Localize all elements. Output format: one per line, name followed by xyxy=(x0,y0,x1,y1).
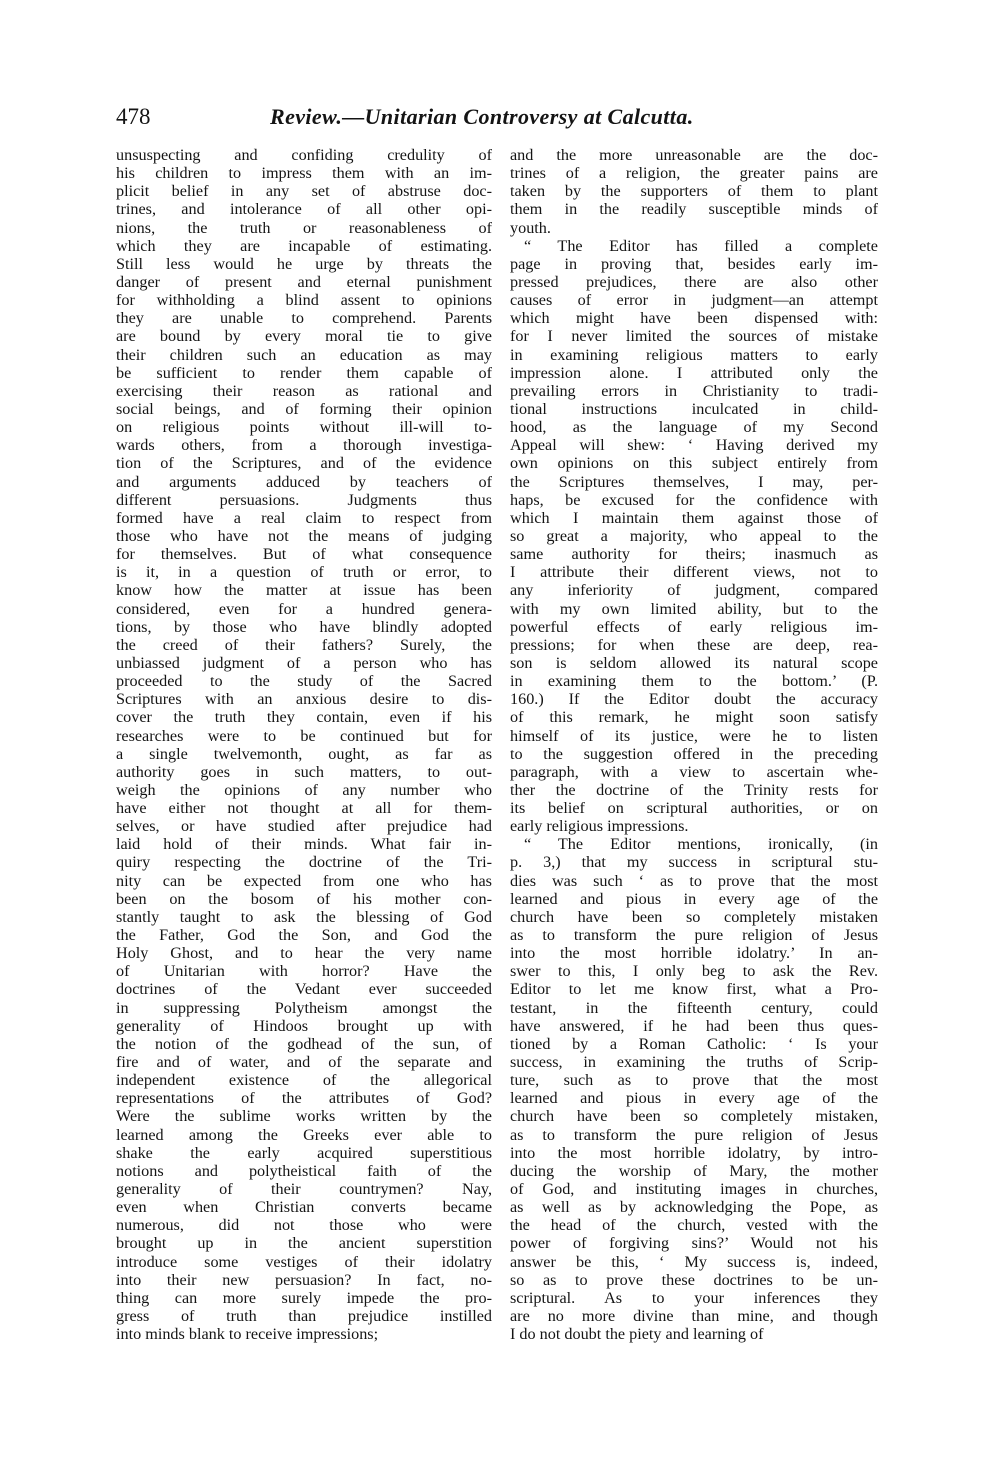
text-line: the notion of the godhead of the sun, of xyxy=(116,1034,492,1053)
text-line: generality of Hindoos brought up with xyxy=(116,1016,492,1035)
text-line: introduce some vestiges of their idolatry xyxy=(116,1252,492,1271)
text-line: the Father, God the Son, and God the xyxy=(116,926,492,945)
text-line: different persuasions. Judgments thus xyxy=(116,490,492,509)
text-line: impression alone. I attributed only the xyxy=(510,363,878,382)
text-line: for themselves. But of what consequence xyxy=(116,545,492,564)
text-line: ducing the worship of Mary, the mother xyxy=(510,1161,878,1180)
text-line: the creed of their fathers? Surely, the xyxy=(116,635,492,654)
text-line: its belief on scriptural authorities, or on xyxy=(510,799,878,818)
text-line: unsuspecting and confiding credulity of xyxy=(116,146,492,164)
running-head: Review.—Unitarian Controversy at Calcutta. xyxy=(270,104,694,129)
text-line: tioned by a Roman Catholic: ‘ Is your xyxy=(510,1034,878,1053)
text-line: learned and pious in every age of the xyxy=(510,889,878,908)
text-line: representations of the attributes of God? xyxy=(116,1089,492,1108)
text-line: haps, be excused for the confidence with xyxy=(510,490,878,509)
text-line: as to transform the pure religion of Jesus xyxy=(510,1125,878,1144)
text-line: social beings, and of forming their opinion xyxy=(116,399,492,418)
text-line: danger of present and eternal punishment xyxy=(116,272,492,291)
text-line: weigh the opinions of any number who xyxy=(116,780,492,799)
text-line: for I never limited the sources of mistake xyxy=(510,327,878,346)
text-line: generality of their countrymen? Nay, xyxy=(116,1180,492,1199)
text-line: of Unitarian with horror? Have the xyxy=(116,962,492,981)
text-line: researches were to be continued but for xyxy=(116,726,492,745)
text-line: for withholding a blind assent to opinions xyxy=(116,291,492,310)
text-line: same authority for theirs; inasmuch as xyxy=(510,545,878,564)
left-column xyxy=(116,146,492,1343)
text-line: page in proving that, besides early im- xyxy=(510,254,878,273)
text-line: of God, and instituting images in churches, xyxy=(510,1180,878,1199)
text-line: to the suggestion offered in the preceding xyxy=(510,744,878,763)
text-line: are no more divine than mine, and though xyxy=(510,1307,878,1325)
text-line: 160.) If the Editor doubt the accuracy xyxy=(510,690,878,709)
text-line: hood, as the language of my Second xyxy=(510,418,878,437)
text-line: wards others, from a thorough investiga- xyxy=(116,436,492,455)
text-line: authority goes in such matters, to out- xyxy=(116,762,492,781)
text-line: they are unable to comprehend. Parents xyxy=(116,309,492,328)
text-line: Still less would he urge by threats the xyxy=(116,254,492,273)
text-line: early religious impressions. xyxy=(510,817,689,836)
text-line: a single twelvemonth, ought, as far as xyxy=(116,744,492,763)
text-line: ture, such as to prove that the most xyxy=(510,1071,878,1090)
text-line: gress of truth than prejudice instilled xyxy=(116,1307,492,1325)
text-line: ther the doctrine of the Trinity rests for xyxy=(510,780,878,799)
text-line: those who have not the means of judging xyxy=(116,526,492,545)
text-line: on religious points without ill-will to- xyxy=(116,418,492,437)
text-line: exercising their reason as rational and xyxy=(116,381,492,400)
text-line: which they are incapable of estimating. xyxy=(116,236,492,255)
text-line: shake the early acquired superstitious xyxy=(116,1143,492,1162)
text-line: considered, even for a hundred genera- xyxy=(116,599,492,618)
text-line: proceeded to the study of the Sacred xyxy=(116,672,492,691)
text-line: I attribute their different views, not to xyxy=(510,563,878,582)
text-line: formed have a real claim to respect from xyxy=(116,508,492,527)
text-line: youth. xyxy=(510,218,551,237)
text-line: tional instructions inculcated in child- xyxy=(510,399,878,418)
text-line: numerous, did not those who were xyxy=(116,1216,492,1235)
text-line: Editor to let me know first, what a Pro- xyxy=(510,980,878,999)
text-line: trines of a religion, the greater pains are xyxy=(510,164,878,183)
text-line: in examining religious matters to early xyxy=(510,345,878,364)
text-line: plicit belief in any set of abstruse doc- xyxy=(116,182,492,201)
text-line: into their new persuasion? In fact, no- xyxy=(116,1270,492,1289)
text-line: the Scriptures themselves, I may, per- xyxy=(510,472,878,491)
text-line: paragraph, with a view to ascertain whe- xyxy=(510,762,878,781)
text-line: even when Christian converts became xyxy=(116,1198,492,1217)
text-line: of this remark, he might soon satisfy xyxy=(510,708,878,727)
text-line: their children such an education as may xyxy=(116,345,492,364)
text-line: prevailing errors in Christianity to tradi- xyxy=(510,381,878,400)
text-line: causes of error in judgment—an attempt xyxy=(510,291,878,310)
text-line: are bound by every moral tie to give xyxy=(116,327,492,346)
text-line: dies was such ‘ as to prove that the most xyxy=(510,871,878,890)
text-line: nions, the truth or reasonableness of xyxy=(116,218,492,237)
text-line: Were the sublime works written by the xyxy=(116,1107,492,1126)
text-line: in suppressing Polytheism amongst the xyxy=(116,998,492,1017)
text-line: brought up in the ancient superstition xyxy=(116,1234,492,1253)
text-line: Scriptures with an anxious desire to dis- xyxy=(116,690,492,709)
text-line: learned and pious in every age of the xyxy=(510,1089,878,1108)
text-line: laid hold of their minds. What fair in- xyxy=(116,835,492,854)
text-line: “ The Editor has filled a complete xyxy=(524,236,878,255)
text-line: so as to prove these doctrines to be un- xyxy=(510,1270,878,1289)
text-line: as well as by acknowledging the Pope, as xyxy=(510,1198,878,1217)
text-line: testant, in the fifteenth century, could xyxy=(510,998,878,1017)
text-line: and the more unreasonable are the doc- xyxy=(510,146,878,164)
text-line: tion of the Scriptures, and of the evidence xyxy=(116,454,492,473)
text-line: nity can be expected from one who has xyxy=(116,871,492,890)
text-line: church have been so completely mistaken, xyxy=(510,1107,878,1126)
text-line: is it, in a question of truth or error, to xyxy=(116,563,492,582)
text-line: Appeal will shew: ‘ Having derived my xyxy=(510,436,878,455)
text-line: into the most horrible idolatry, by intro- xyxy=(510,1143,878,1162)
text-line: his children to impress them with an im- xyxy=(116,164,492,183)
text-line: know how the matter at issue has been xyxy=(116,581,492,600)
text-line: so great a majority, who appeal to the xyxy=(510,526,878,545)
text-line: with my own limited ability, but to the xyxy=(510,599,878,618)
text-line: them in the readily susceptible minds of xyxy=(510,200,878,219)
page-header xyxy=(116,104,876,134)
text-line: learned among the Greeks ever able to xyxy=(116,1125,492,1144)
text-line: taken by the supporters of them to plant xyxy=(510,182,878,201)
text-line: selves, or have studied after prejudice had xyxy=(116,817,492,836)
text-line: tions, by those who have blindly adopted xyxy=(116,617,492,636)
text-line: scriptural. As to your inferences they xyxy=(510,1288,878,1307)
text-line: answer be this, ‘ My success is, indeed, xyxy=(510,1252,878,1271)
text-line: I do not doubt the piety and learning of xyxy=(510,1325,764,1344)
text-line: into minds blank to receive impressions; xyxy=(116,1325,379,1344)
text-line: been on the bosom of his mother con- xyxy=(116,889,492,908)
text-line: have either not thought at all for them- xyxy=(116,799,492,818)
text-line: which might have been dispensed with: xyxy=(510,309,878,328)
text-line: into the most horrible idolatry.’ In an- xyxy=(510,944,878,963)
text-line: thing can more surely impede the pro- xyxy=(116,1288,492,1307)
text-line: independent existence of the allegorical xyxy=(116,1071,492,1090)
text-line: notions and polytheistical faith of the xyxy=(116,1161,492,1180)
text-line: himself of its justice, were he to listen xyxy=(510,726,878,745)
text-line: own opinions on this subject entirely from xyxy=(510,454,878,473)
text-line: be sufficient to render them capable of xyxy=(116,363,492,382)
text-line: trines, and intolerance of all other opi- xyxy=(116,200,492,219)
text-line: have answered, if he had been thus ques- xyxy=(510,1016,878,1035)
text-line: cover the truth they contain, even if his xyxy=(116,708,492,727)
right-column xyxy=(510,146,878,1343)
text-line: pressed prejudices, there are also other xyxy=(510,272,878,291)
text-line: power of forgiving sins?’ Would not his xyxy=(510,1234,878,1253)
text-line: and arguments adduced by teachers of xyxy=(116,472,492,491)
text-line: Holy Ghost, and to hear the very name xyxy=(116,944,492,963)
text-line: p. 3,) that my success in scriptural stu- xyxy=(510,853,878,872)
text-line: stantly taught to ask the blessing of God xyxy=(116,907,492,926)
text-line: doctrines of the Vedant ever succeeded xyxy=(116,980,492,999)
text-line: church have been so completely mistaken xyxy=(510,907,878,926)
text-line: success, in examining the truths of Scrip- xyxy=(510,1053,878,1072)
text-line: the head of the church, vested with the xyxy=(510,1216,878,1235)
text-line: which I maintain them against those of xyxy=(510,508,878,527)
text-line: fire and of water, and of the separate and xyxy=(116,1053,492,1072)
text-line: powerful effects of early religious im- xyxy=(510,617,878,636)
text-line: quiry respecting the doctrine of the Tri- xyxy=(116,853,492,872)
text-line: son is seldom allowed its natural scope xyxy=(510,653,878,672)
page-number: 478 xyxy=(116,104,151,129)
text-line: “ The Editor mentions, ironically, (in xyxy=(524,835,878,854)
text-line: in examining them to the bottom.’ (P. xyxy=(510,672,878,691)
text-line: swer to this, I only beg to ask the Rev. xyxy=(510,962,878,981)
text-line: unbiassed judgment of a person who has xyxy=(116,653,492,672)
text-line: any inferiority of judgment, compared xyxy=(510,581,878,600)
text-line: pressions; for when these are deep, rea- xyxy=(510,635,878,654)
text-line: as to transform the pure religion of Jesus xyxy=(510,926,878,945)
